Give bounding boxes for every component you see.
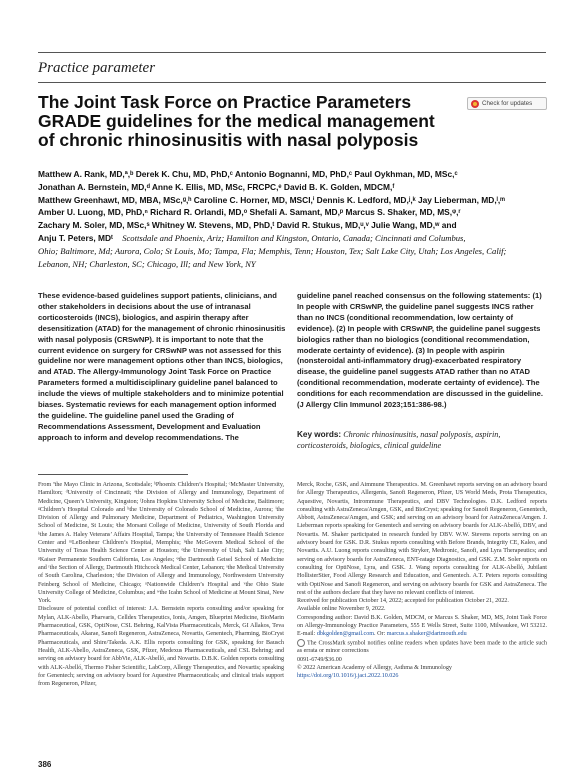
title-line-2: GRADE guidelines for the medical management [38,111,435,131]
author-line-6 [38,232,546,245]
email-link-2[interactable]: marcus.s.shaker@dartmouth.edu [386,631,467,638]
affiliation-locations-3: Lebanon, NH; Charleston, SC; Chicago, Ill; and New York, NY [38,258,256,269]
article-title [38,93,458,150]
author-line-4: Amber U. Luong, MD, PhD,ⁿ Richard R. Orlandi, MD,ᵒ Shefali A. Samant, MD,ᵖ Marcus S. Shaker, MD, MS,ᵠ,ʳ [38,207,461,218]
online-date: Available online November 9, 2022. [297,606,386,613]
or-text: . Or: [374,631,386,638]
affiliations-footnote: From ªthe Mayo Clinic in Arizona, Scottsdale; ᵇPhoenix Children’s Hospital; ᶜMcMaster University, Hamilton; ᵈUniversity of Cincinnati; ᵉthe Division of Allergy and Immunology, Department of Medicine, Queen’s University, Kingston; ᶠJohns Hopkins University School of Medicine, Baltimore; ᵍChildren’s Hospital Colorado and ʰthe University of Colorado School of Medicine, Aurora; ⁱthe Division of Allergy and Pulmonary Medicine, Department of Pediatrics, Washington University School of Medicine, St Louis; ʲthe Morsani College of Medicine, University of South Florida and ᵏthe James A. Haley Veterans’ Affairs Hospital, Tampa; ˡthe University of Tennessee Health Science Center and ᵐLeBonheur Children’s Hospital, Memphis; ⁿthe McGovern Medical School of the University of Texas Health Science Center at Houston; ᵒthe University of Utah, Salt Lake City; ᵖKaiser Permanente Southern California, Los Angeles; ᵠthe Dartmouth Geisel School of Medicine and ʳthe Section of Allergy, Dartmouth Hitchcock Medical Center, Lebanon; ˢthe Medical University of South Carolina, Charleston; ᵗthe Division of Allergy and Immunology, Northwestern University Feinberg School of Medicine, Chicago; ᵘNationwide Children’s Hospital and ᵛthe Ohio State University College of Medicine, Columbus; and ʷthe Icahn School of Medicine at Mount Sinai, New York. [38,482,284,605]
top-rule [38,52,546,53]
crossmark-note [297,639,547,656]
page-number: 386 [38,760,52,769]
abstract-right: guideline panel reached consensus on the following statements: (1) In people with CRSwNP, the guideline panel suggests INCS rather than no INCS (conditional recommendation, low certainty of evidence). (2) In people with CRSwNP, the guideline panel suggests biologics rather than no biologics (conditional recommendation, moderate certainty of evidence). (3) In people with aspirin (nonsteroidal anti-inflammatory drug)-exacerbated respiratory disease, the guideline panel suggests ATAD rather than no ATAD (conditional recommendation, moderate certainty of evidence). The conditions for each recommendation are discussed in the guideline. (J Allergy Clin Immunol 2023;151:386-98.) [297,291,544,410]
section-label: Practice parameter [38,60,156,76]
crossmark-text: The CrossMark symbol notifies online readers when updates have been made to the article such as errata or minor corrections [297,640,547,655]
received-date: Received for publication October 14, 2022; accepted for publication October 21, 2022. [297,598,509,605]
footnote-rule [38,474,188,475]
disclosure-continued: Merck, Roche, GSK, and Aimmune Therapeutics. M. Greenhawt reports serving on an advisory board for Allergy Therapeutics, Allergenis, Sanofi Regeneron, Pfizer, US World Meds, Prota Therapeutics, Aquestive, Novartis, Intrommune Therapeutics, and DBV Technologies. D.K. Ledford reports consulting with AstraZeneca/Amgen, GSK, and BioCryst; speaking for Sanofi Regeneron, Genentech, Abbott, AstraZeneca/Amgen, and GSK; and serving on an advisory board for AstraZeneca/Amgen. J. Lieberman reports speaking for Genentech and serving on advisory boards for ALK-Abelló, DBV, and Novartis. M. Shaker participated in research funded by DBV. W.W. Stevens reports serving on an advisory board for GSK. D.R. Stukus reports consulting with Before Brands, Integrity CE, Kaleo, and Novartis. A.U. Luong reports consulting with Stryker, Medtronic, Sanofi, and Lyra Therapeutics; and serving on advisory boards for AstraZeneca, ENT-ratage Diagnostics, and GSK. Z.M. Soler reports on consulting for OptiNose, Lyra, and GSK. J. Wang reports consulting for ALK-Abelló, Jubilant HollisterStier, Food Allergy Research and Education, and Genentech. A.T. Peters reports consulting with OptiNose and Sanofi Regeneron, and serving on advisory boards for GSK and AstraZeneca. The rest of the authors declare that they have no relevant conflicts of interest. [297,482,547,596]
author-line-2: Jonathan A. Bernstein, MD,ᵈ Anne K. Ellis, MD, MSc, FRCPC,ᵉ David B. K. Golden, MDCM,ᶠ [38,181,395,192]
author-line-5: Zachary M. Soler, MD, MSc,ˢ Whitney W. Stevens, MD, PhD,ᵗ David R. Stukus, MD,ᵘ,ᵛ Julie Wang, MD,ʷ and [38,220,457,231]
check-for-updates-label: Check for updates [482,100,533,107]
affiliation-locations-1: Scottsdale and Phoenix, Ariz; Hamilton and Kingston, Ontario, Canada; Cincinnati and Columbus, [122,232,466,243]
corresponding-text: Corresponding author: David B.K. Golden, MDCM, or Marcus S. Shaker, MD, MS, Joint Task Force on Allergy-Immunology Practice Parameters, 555 E Wells Street, Suite 1100, Milwaukee, WI 53212. E-mail: [297,614,547,638]
crossmark-small-icon [297,639,305,647]
author-line-1: Matthew A. Rank, MD,ª,ᵇ Derek K. Chu, MD, PhD,ᶜ Antonio Bognanni, MD, PhD,ᶜ Paul Oykhman, MD, MSc,ᶜ [38,169,458,179]
email-link-1[interactable]: dbkgolden@gmail.com [316,631,375,638]
abstract-left: These evidence-based guidelines support patients, clinicians, and other stakeholders in decisions about the use of intranasal corticosteroids (INCS), biologics, and aspirin therapy after desensitization (ATAD) for the management of chronic rhinosinusitis with nasal polyposis (CRSwNP). It is important to note that the current evidence on surgery for CRSwNP was not assessed for this guideline nor were management options other than INCS, biologics, and ATAD. The Allergy-Immunology Joint Task Force on Practice Parameters formed a multidisciplinary guideline panel balanced to include the views of multiple stakeholders and to minimize potential biases. Systematic reviews for each management option informed the guideline. The guideline panel used the Grading of Recommendations Assessment, Development and Evaluation approach to inform and develop recommendations. The [38,291,286,442]
title-line-1: The Joint Task Force on Practice Parameters [38,92,412,112]
author-list [38,168,546,270]
check-for-updates-button[interactable] [467,97,547,110]
crossmark-icon [471,100,479,108]
corresponding-author [297,614,547,639]
affiliation-locations-2: Ohio; Baltimore, Md; Aurora, Colo; St Louis, Mo; Tampa, Fla; Memphis, Tenn; Houston, Tex; Salt Lake City, Utah; Los Angeles, Calif; [38,245,507,256]
issn-code: 0091-6749/$36.00 [297,656,342,663]
footnotes-left [38,481,284,688]
copyright: © 2022 American Academy of Allergy, Asthma & Immunology [297,664,452,671]
author-line-3: Matthew Greenhawt, MD, MBA, MSc,ᵍ,ʰ Caroline C. Horner, MD, MSCI,ⁱ Dennis K. Ledford, MD,ʲ,ᵏ Jay Lieberman, MD,ˡ,ᵐ [38,194,505,205]
author-last: Anju T. Peters, MDᵗ [38,232,113,243]
footnotes-right [297,481,547,681]
title-line-3: of chronic rhinosinusitis with nasal polyposis [38,130,419,150]
keywords [297,429,547,451]
section-rule [38,82,546,83]
keywords-label: Key words: [297,430,342,439]
keywords-text: Chronic rhinosinusitis, nasal polyposis, aspirin, corticosteroids, biologics, clinical guideline [297,430,501,450]
disclosure-footnote: Disclosure of potential conflict of interest: J.A. Bernstein reports consulting and/or speaking for Mylan, ALK-Abello, Pharvaris, Celldex Therapeutics, Ionis, Amgen, Blueprint Medicine, BioMarin Pharmaceutical, GSK, OptiNose, CSL Behring, KalVista Pharmaceuticals, Merck, GI Allakos, Teva Pharmaceuticals, Akarae, Sanofi Regeneron, AstraZeneca, Novartis, Genentech, Pharming, BioCryst Pharmaceuticals, and Shire/Takeda. A.K. Ellis reports consulting for GSK, speaking for Bausch Health, ALK-Abello, AstraZeneca, GSK, Pfizer, Medexus Pharmaceuticals, and CSL Behring; and serving on advisory board for AbbVie, ALK-Abelló, and Novartis. D.B.K. Golden reports consulting with ALK-Abelló, Thermo Fisher Scientific, LabCorp, Allergy Therapeutics, and Novartis; speaking for Genentech; serving on advisory board for Aquestive Pharmaceuticals; and clinical trials support from Regeneron, Pfizer, [38,606,284,688]
doi-link[interactable]: https://doi.org/10.1016/j.jaci.2022.10.026 [297,673,399,680]
